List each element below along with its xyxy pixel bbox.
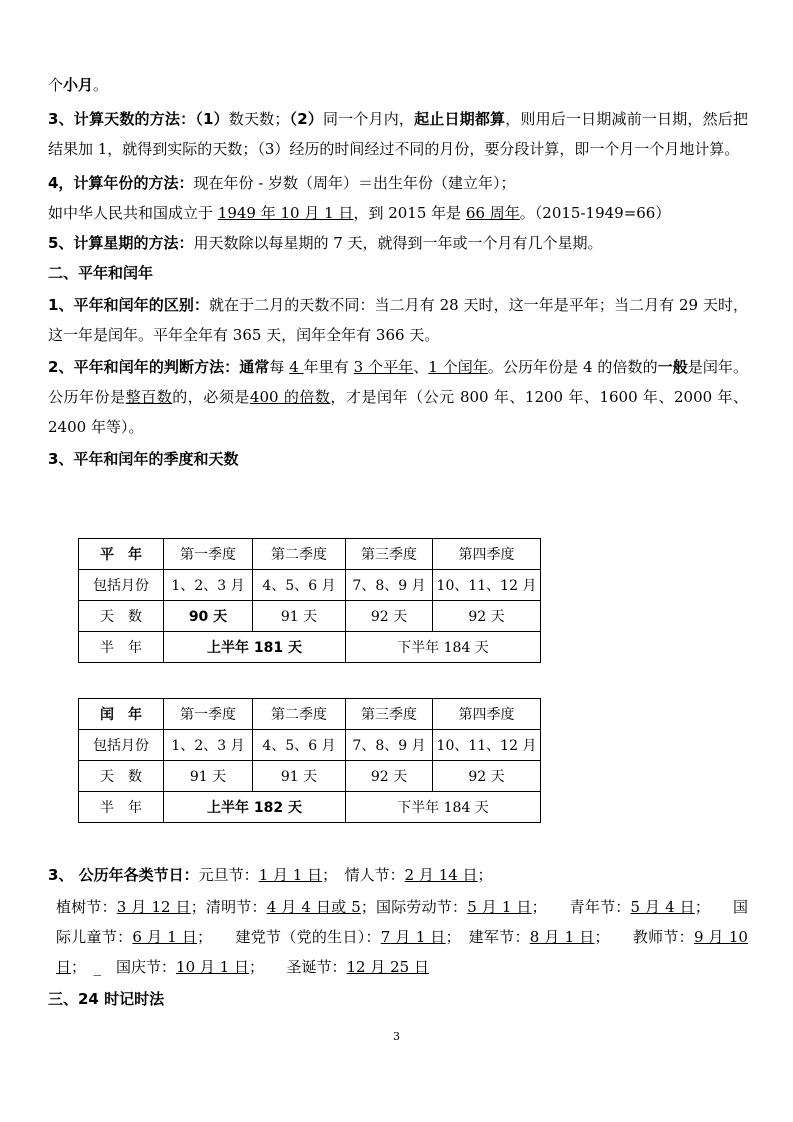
table-cell: 92 天: [346, 601, 433, 632]
table-cell: 92 天: [346, 761, 433, 792]
bold-text: （1）: [195, 110, 229, 128]
table-cell: 天 数: [79, 601, 164, 632]
table-cell: 4、5、6 月: [253, 570, 346, 601]
table-cell: 7、8、9 月: [346, 730, 433, 761]
table-cell: 下半年 184 天: [346, 632, 541, 663]
text: 每: [269, 358, 290, 376]
underlined-date: 2 月 14 日: [404, 866, 478, 884]
text: 如中华人民共和国成立于: [48, 204, 218, 222]
table-cell: 包括月份: [79, 730, 164, 761]
paragraph-heading: 5、计算星期的方法：: [48, 234, 194, 252]
text: ，则用后一日期减前一日期，然后把结果加 1，就得到实际的天数；（3）经历的时间经过不同的月份，要分段计算，即一个月一个月地计算。: [48, 110, 748, 158]
paragraph-heading: 1、平年和闰年的区别：: [48, 296, 209, 314]
paragraph-festivals-list: [48, 892, 748, 982]
bold-text: 通常: [239, 358, 270, 376]
text: 。公历年份是 4 的倍数的: [487, 358, 658, 376]
underlined-date: 12 月 25 日: [346, 958, 429, 976]
document-body: [48, 70, 748, 474]
text: 。: [93, 76, 109, 94]
section-heading-leap-years: 二、平年和闰年: [48, 264, 154, 282]
table-cell: 第三季度: [346, 539, 433, 570]
text: 就在于二月的天数不同：当二月有 28 天时，这一年是平年；当二月有 29 天时，这一年是闰年。平年全年有 365 天，闰年全年有 366 天。: [48, 296, 748, 344]
table-row: [79, 632, 541, 663]
text: 个: [48, 76, 64, 94]
paragraph-small-month: [48, 70, 748, 100]
table-cell: 第一季度: [164, 539, 253, 570]
text: 。（2015-1949=66）: [519, 204, 671, 222]
bold-text: 小月: [63, 76, 94, 94]
underlined-date: 5 月 1 日: [467, 898, 532, 916]
table-cell: 第三季度: [346, 699, 433, 730]
text: 数天数；: [228, 110, 290, 128]
table-row: [79, 761, 541, 792]
table-cell: 90 天: [164, 601, 253, 632]
paragraph-heading: 3、计算天数的方法：: [48, 110, 196, 128]
paragraph-leap-difference: [48, 290, 748, 350]
table-cell: 下半年 184 天: [346, 792, 541, 823]
text: 现在年份 - 岁数（周年）＝出生年份（建立年）；: [193, 174, 516, 192]
text: 元旦节：: [198, 866, 259, 884]
underlined-text: 400 的倍数: [249, 388, 331, 406]
table-cell: 10、11、12 月: [433, 730, 541, 761]
table-cell: 91 天: [253, 761, 346, 792]
text: ； 国际儿童节：: [56, 898, 748, 946]
paragraph-prc-example: [48, 198, 748, 228]
text: ； 建军节：: [445, 928, 530, 946]
table-row: [79, 699, 541, 730]
table-cell: 第四季度: [433, 699, 541, 730]
paragraph-count-days: [48, 104, 748, 164]
table-cell: 第二季度: [253, 699, 346, 730]
text: ； 圣诞节：: [248, 958, 347, 976]
table-cell: 半 年: [79, 632, 164, 663]
bold-text: 起止日期都算: [414, 110, 506, 128]
text: ；清明节：: [190, 898, 267, 916]
text: ； 青年节：: [531, 898, 631, 916]
underlined-text: 1 个闰年: [428, 358, 488, 376]
table-row: [79, 730, 541, 761]
underlined-text: 整百数: [125, 388, 173, 406]
underlined-date: 1 月 1 日: [258, 866, 323, 884]
table-cell: 第一季度: [164, 699, 253, 730]
paragraph-count-weeks: [48, 228, 748, 258]
text: ，才是闰年（公元 800 年、1200 年、1600 年、2000 年、2400 年等）。: [48, 388, 748, 436]
table-cell: 上半年 182 天: [164, 792, 346, 823]
text: ； _ 国庆节：: [71, 958, 177, 976]
table-cell: 第二季度: [253, 539, 346, 570]
table-cell: 91 天: [164, 761, 253, 792]
underlined-date: 1949 年 10 月 1 日: [217, 204, 354, 222]
text: 用天数除以每星期的 7 天，就得到一年或一个月有几个星期。: [193, 234, 603, 252]
text: 植树节：: [56, 898, 117, 916]
table-cell: 天 数: [79, 761, 164, 792]
table-cell: 92 天: [433, 601, 541, 632]
table-row: [79, 601, 541, 632]
underlined-date: 6 月 1 日: [132, 928, 198, 946]
table-row: [79, 570, 541, 601]
bold-text: 一般: [657, 358, 688, 376]
leap-year-table: [78, 698, 541, 823]
text: 年里有: [303, 358, 354, 376]
text: ；: [477, 866, 493, 884]
paragraph-heading: 4，计算年份的方法：: [48, 174, 194, 192]
table-cell: 平 年: [79, 539, 164, 570]
text: 、: [413, 358, 429, 376]
table-cell: 1、2、3 月: [164, 730, 253, 761]
table-row: [79, 792, 541, 823]
underlined-text: 3 个平年: [353, 358, 414, 376]
underlined-date: 5 月 4 日: [630, 898, 695, 916]
paragraph-leap-rule: [48, 352, 748, 442]
bold-text: （2）: [289, 110, 324, 128]
underlined-years: 66 周年: [465, 204, 520, 222]
paragraph-heading: 2、平年和闰年的判断方法：: [48, 358, 240, 376]
text: ；国际劳动节：: [360, 898, 468, 916]
table-cell: 包括月份: [79, 570, 164, 601]
table-cell: 7、8、9 月: [346, 570, 433, 601]
paragraph-count-years: [48, 168, 748, 198]
text: ，到 2015 年是: [353, 204, 466, 222]
text: ； 情人节：: [322, 866, 405, 884]
table-cell: 1、2、3 月: [164, 570, 253, 601]
paragraph-heading: 3、 公历年各类节日：: [48, 866, 199, 884]
table-cell: 上半年 181 天: [164, 632, 346, 663]
common-year-table: [78, 538, 541, 663]
underlined-date: 7 月 1 日: [380, 928, 446, 946]
table-row: [79, 539, 541, 570]
text: ； 建党节（党的生日）：: [197, 928, 381, 946]
underlined-date: 8 月 1 日: [529, 928, 595, 946]
underlined-date: 3 月 12 日: [116, 898, 191, 916]
page-number: 3: [393, 1030, 400, 1043]
section-heading-24-hour: 三、24 时记时法: [48, 990, 165, 1008]
underlined-text: 4: [289, 358, 304, 376]
text: ； 教师节：: [594, 928, 694, 946]
table-cell: 第四季度: [433, 539, 541, 570]
underlined-date: 10 月 1 日: [176, 958, 249, 976]
text: 同一个月内，: [323, 110, 415, 128]
table-cell: 半 年: [79, 792, 164, 823]
subheading-seasons: 3、平年和闰年的季度和天数: [48, 450, 239, 468]
text: 的，必须是: [172, 388, 250, 406]
table-cell: 4、5、6 月: [253, 730, 346, 761]
underlined-date: 9 月 10 日: [56, 928, 748, 976]
text: 是闰年。公历年份是: [48, 358, 748, 406]
underlined-date: 4 月 4 日或 5: [266, 898, 361, 916]
festivals-section: [48, 860, 748, 1014]
table-cell: 闰 年: [79, 699, 164, 730]
table-cell: 10、11、12 月: [433, 570, 541, 601]
table-cell: 92 天: [433, 761, 541, 792]
paragraph-festivals: [48, 860, 748, 890]
table-cell: 91 天: [253, 601, 346, 632]
